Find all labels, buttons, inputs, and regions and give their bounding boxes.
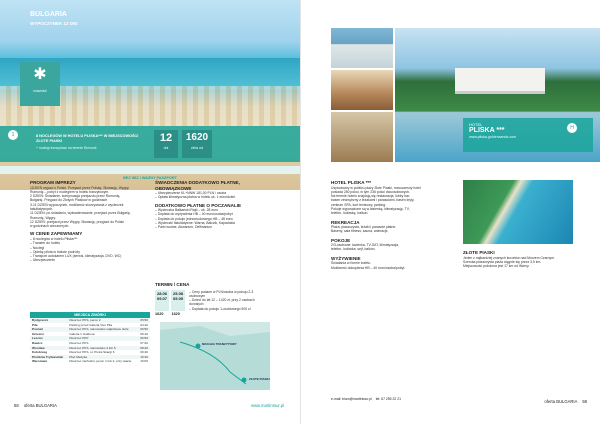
table-row: Piotrków Trybunalski Plac Medyka 10:40 <box>32 354 148 359</box>
table-row: Wrocław Dworzec PKS, stanowisko 4 lub 5 08:40 <box>32 345 148 350</box>
included-item: – 8 noclegów w hotelu Pliska*** <box>30 236 78 241</box>
term-note: – Dopłata do pokoju 1-osobowego 500 zł <box>189 306 251 311</box>
program-line: 11 DZIEŃ: po śniadaniu, wykwaterowanie, przejazd przez Bułgarię, <box>30 211 131 216</box>
hotel-marker: H <box>567 123 577 133</box>
rooms-line: telefon, lodówka, sejf, balkon. <box>331 247 376 252</box>
program-line: Bułgarię. Przyjazd do Złotych Piasków w godzinach <box>30 198 108 203</box>
table-row: Leszno Dworzec PKP 06:50 <box>32 336 148 341</box>
badge-label: nowość <box>33 88 47 93</box>
hotel-caption-small: HOTEL <box>469 122 483 127</box>
destination-pin-icon <box>242 378 247 383</box>
program-line: 12 DZIEŃ: przejazd przez Węgry, Słowację, przyjazd do Polski <box>30 219 124 224</box>
hotel-desc-line: basen zewnętrzny z leżakami i parasolami, basen kryty, <box>331 198 415 203</box>
terms-heading: TERMIN / CENA <box>155 282 190 287</box>
hotel-caption-url[interactable]: www.pliska-goldensands.com <box>469 135 517 139</box>
services-heading: ŚWIADCZENIA DODATKOWO PŁATNE, OBOWIĄZKOWE <box>155 180 240 191</box>
resort-heading: ZŁOTE PIASKI <box>463 250 495 255</box>
offer-title: 8 NOCLEGÓW W HOTELU PLISKA*** W MIEJSCOWOŚCI ZŁOTE PIASKI <box>36 134 139 143</box>
program-section <box>30 180 150 263</box>
included-item: – Transfer do hotelu <box>30 241 61 246</box>
price-stat: 1620 zł/os od <box>182 130 212 158</box>
recreation-heading: REKREACJA <box>331 219 360 225</box>
program-line: Rumunię – pobyt z noclegiem w hotelu tranzytowym. <box>30 189 110 194</box>
map-label-transit: NOCLEG TRANZYTOWY <box>202 342 237 346</box>
optional-item: – Wycieczki fakultatywne: Warna, Bałczik, Kapadokia <box>155 220 235 225</box>
program-line: 2 DZIEŃ: Śniadanie, kontynuacja przejazdu przez Rumunię, <box>30 194 121 199</box>
table-row: Bydgoszcz Dworzec PKS, peron 2 05:50 <box>32 318 148 322</box>
hotel-photo-room <box>331 70 393 110</box>
program-heading: PROGRAM IMPREZY <box>30 180 76 185</box>
optional-item: – Parki wodne, Akwarium, Delfinarium <box>155 225 213 230</box>
footer-right <box>331 397 587 404</box>
table-row: Gniezno Galeria 1 Guldena 06:10 <box>32 331 148 336</box>
recreation-line: Baseny, sala fitness, sauna, animacje. <box>331 229 389 234</box>
term-price: 1620 <box>155 311 164 316</box>
hotel-description <box>331 180 459 270</box>
hotel-caption-name: PLISKA *** <box>469 127 505 134</box>
hotel-desc-line: centrum SPA, kort tenisowy, parking. <box>331 202 387 207</box>
passport-band: BEZ WIZ I WAŻNY PASZPORT <box>0 166 300 174</box>
program-line: fakultatywnych. <box>30 206 54 211</box>
table-row: Poznań Dworzec PKS, stanowisko odjazdowe duże 06:50 <box>32 327 148 332</box>
term-note: – Ceny podane w PLN/osoba w pokoju 2-3 osobowym <box>189 289 254 298</box>
route-map <box>160 322 270 390</box>
included-item: – Opiekę pilota w trakcie podróży <box>30 249 80 254</box>
footer-section: oferta BULGARIA <box>23 403 57 408</box>
food-line: Możliwość dokupienia HB – 40 euro/osoba/pobyt. <box>331 265 406 270</box>
rooms-line: 2/3-osobowe: łazienka, TV-SAT, klimatyzacja, <box>331 243 400 248</box>
hotel-heading: HOTEL PLISKA *** <box>331 180 372 185</box>
footer-url[interactable]: www.martintour.pl <box>250 403 284 408</box>
optional-item: – Dopłata do pokoju jednoosobowego HB – 48 euro <box>155 216 233 221</box>
resort-note <box>463 250 573 268</box>
hotel-desc-line: telefon, lodówkę, balkon. <box>331 211 369 216</box>
terms-section <box>155 282 275 316</box>
program-line: 1DZIEŃ wyjazd z Polski. Przejazd przez Polskę, Słowację, Węgry, <box>30 185 130 190</box>
page-number: 58 <box>14 403 19 408</box>
resort-line: Miejscowość położona jest 17 km od Warny. <box>463 264 530 269</box>
hero-subtitle: WYPOCZYNEK 12 DNI <box>30 21 78 26</box>
optional-heading: DODATKOWO PŁATNE O POCZANALIE <box>155 202 242 208</box>
included-item: – Noclegi <box>30 245 45 250</box>
offer-transit-note: + noclegi tranzytowe na terenie Rumunii <box>36 146 97 150</box>
footer-contact: e-mail: biuro@martintour.pl tel: 67 255 22 21 <box>331 397 401 401</box>
hotel-photo-pool <box>331 28 393 68</box>
departures-heading: MIEJSCA ZBIÓRKI <box>30 312 150 318</box>
departures-table <box>30 312 150 364</box>
program-line: 3-11 DZIEŃ wypoczynek, możliwość skorzystania z wycieczek <box>30 202 124 207</box>
food-line: Śniadania w formie bufetu. <box>331 261 372 266</box>
right-page <box>300 0 600 424</box>
term-dates <box>155 290 275 311</box>
map-label-destination: ZŁOTE PIASKI <box>249 377 270 381</box>
optional-item: – Dopłata do wyżywienia HB – 40 euro/osoba/pobyt <box>155 212 233 217</box>
coast-aerial-photo <box>463 180 573 244</box>
food-heading: WYŻYWIENIE <box>331 255 361 261</box>
hotel-desc-line: Pokoje wyposażone są w łazienkę, klimatyzację, TV, <box>331 206 410 211</box>
service-item: – Ubezpieczenie KL+NNW 181,00 PLN / osoba <box>155 191 227 195</box>
hotel-desc-line: Na terenie hotelu znajdują się restauracja, lobby bar, <box>331 194 410 199</box>
service-item: – Opłata klimatyczna płatna w hotelu ok. 1 euro/dzień <box>155 195 236 200</box>
offer-number-marker: 1 <box>8 130 18 140</box>
hotel-photo-interior <box>331 112 393 162</box>
hotel-desc-line: posiada 250 pokoi, w tym 236 pokoi dwuosobowych. <box>331 189 410 194</box>
transit-pin-icon <box>196 344 201 349</box>
term-date: 28.06 09.07 <box>155 290 169 311</box>
term-note: – Dzieci do lat 12 – 1420 zł, przy 2 osobach dorosłych <box>189 298 255 307</box>
included-heading: W CENIE ZAPEWNIAMY <box>30 231 83 237</box>
included-item: – Transport autokarem LUX (serwis, klimatyzacja, DVD, WC) <box>30 254 122 259</box>
program-line: w godzinach wieczornych. <box>30 224 70 229</box>
program-line: Rumunię, Węgry. <box>30 215 56 220</box>
table-row: Rawicz Dworzec PKS 07:20 <box>32 340 148 345</box>
resort-line: Jeden z najbardziej znanych kurortów nad Morzem Czarnym. <box>463 255 555 260</box>
rooms-heading: POKOJE <box>331 237 351 243</box>
resort-line: Szeroka piaszczysta plaża ciągnie się przez 3,5 km. <box>463 259 542 264</box>
offer-bar <box>0 126 300 162</box>
hotel-desc-line: Usytuowany w pobliżu plaży Złote Piaski, nowoczesny hotel <box>331 185 421 190</box>
hero-title: BULGARIA <box>30 11 67 18</box>
footer-left <box>14 403 284 408</box>
services-section <box>155 180 270 230</box>
recreation-line: Plaża: piaszczysta, leżaki i parasole płatne. <box>331 225 397 230</box>
table-row: Piła Parking przed Galerią Vivo Piła 04:10 <box>32 322 148 327</box>
days-stat: 12 dni <box>154 130 178 158</box>
table-row: Warszawa Dworzec zachodni, peron 1 lub 2, przy wiacie 16:00 <box>32 359 148 364</box>
footer-right-pagenum: oferta BULGARIA 59 <box>544 399 587 404</box>
term-price: 1620 <box>171 311 180 316</box>
optional-item: – Wycieczka Bałkański Rajd – ok. 28 euro <box>155 208 219 213</box>
star-icon: ✱ <box>33 66 47 83</box>
included-item: – Ubezpieczenie <box>30 258 56 263</box>
term-prices <box>155 312 275 316</box>
term-date: 25.08 05.09 <box>171 290 185 311</box>
table-row: Kołobrzeg Dworzec PKS, ul. Piotra Skargi 6 09:40 <box>32 350 148 355</box>
new-badge <box>20 62 60 106</box>
